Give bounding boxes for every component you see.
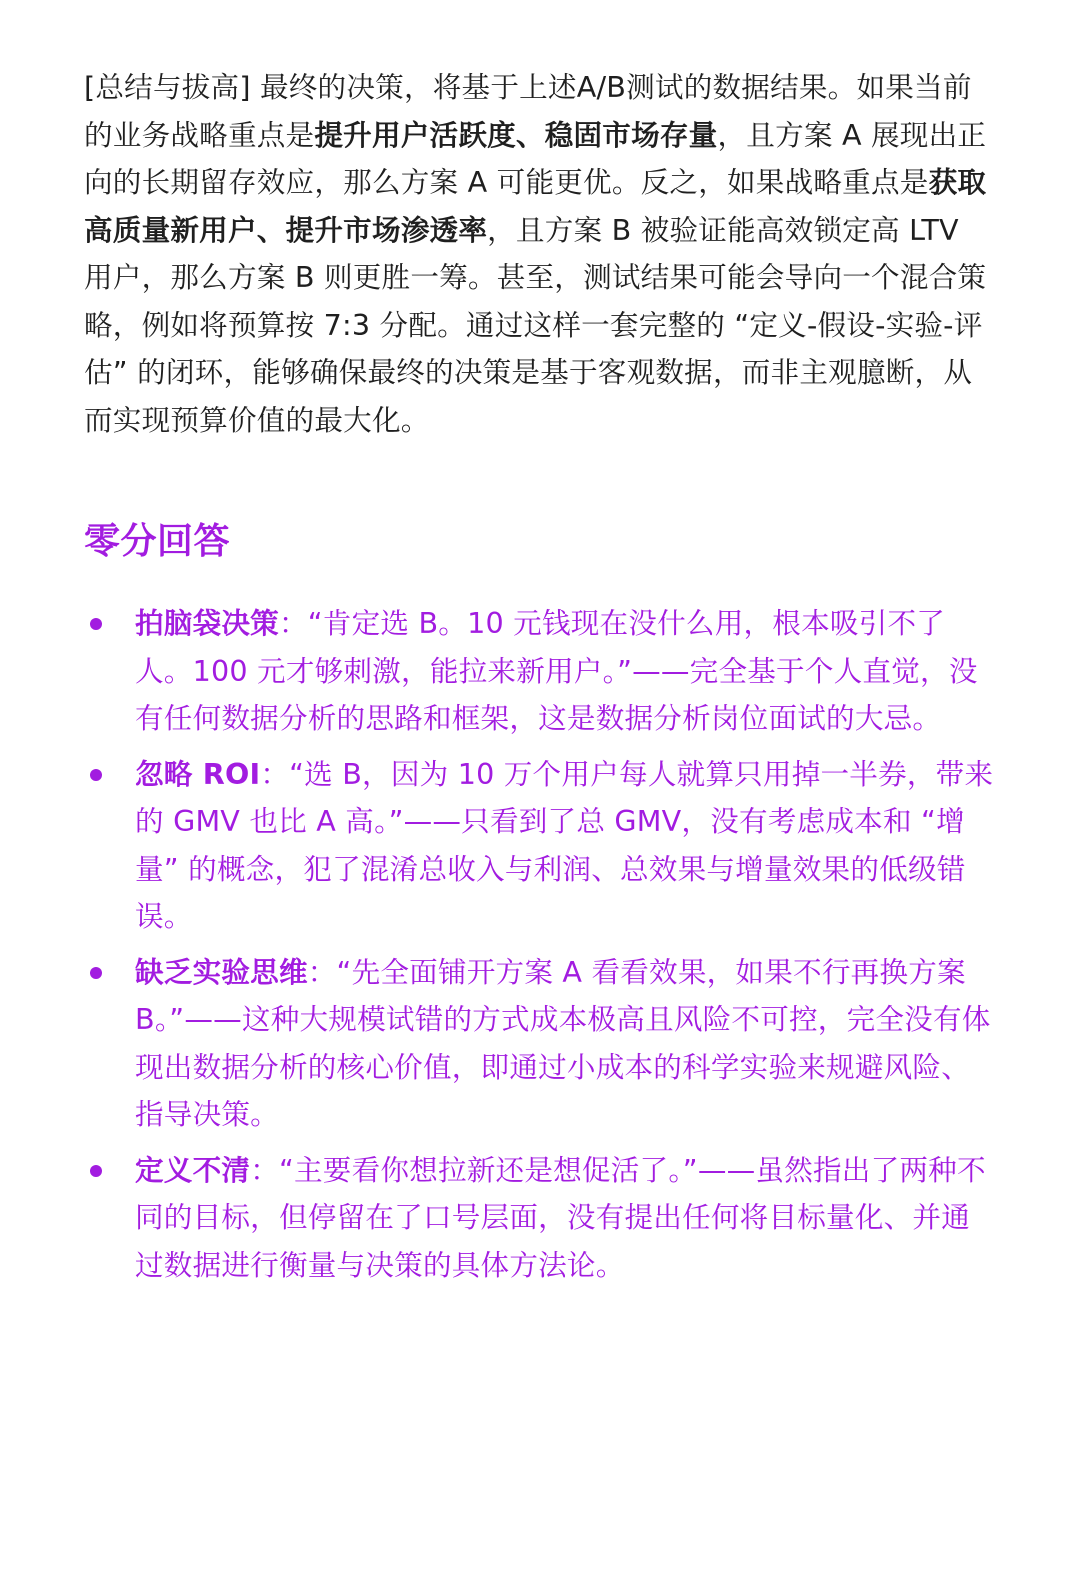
list-item-gut-decision <box>84 600 994 743</box>
list-item-ignore-roi <box>84 751 994 941</box>
bullet-dot-icon <box>90 967 102 979</box>
summary-emphasis-retention: 提升用户活跃度、稳固市场存量 <box>314 117 718 152</box>
summary-text-part-1: [总结与拔高] 最终的决策，将基于上述A/B测试的数据结果。如果当前的业务战略重点是 <box>84 70 972 152</box>
list-item-text: ：“选 B，因为 10 万个用户每人就算只用掉一半券，带来的 GMV 也比 A 高。”——只看到了总 GMV，没有考虑成本和 “增量” 的概念，犯了混淆总收入与利润、总效果与增量效果的低级错误。 <box>135 756 994 933</box>
bullet-dot-icon <box>90 618 102 630</box>
list-item-text: ：“主要看你想拉新还是想促活了。”——虽然指出了两种不同的目标，但停留在了口号层面，没有提出任何将目标量化、并通过数据进行衡量与决策的具体方法论。 <box>135 1152 986 1282</box>
list-item-no-experiment <box>84 949 994 1139</box>
list-item-unclear-definition <box>84 1147 994 1290</box>
list-item-text: ：“先全面铺开方案 A 看看效果，如果不行再换方案 B。”——这种大规模试错的方式成本极高且风险不可控，完全没有体现出数据分析的核心价值，即通过小成本的科学实验来规避风险、指导决策。 <box>135 954 991 1131</box>
summary-text-part-3: ，且方案 B 被验证能高效锁定高 LTV 用户，那么方案 B 则更胜一筹。甚至，测试结果可能会导向一个混合策略，例如将预算按 7:3 分配。通过这样一套完整的 “定义-假设-实验-评估” 的闭环，能够确保最终的决策是基于客观数据，而非主观臆断，从而实现预算价值的最大化。 <box>84 212 987 437</box>
list-item-label: 缺乏实验思维 <box>135 954 308 989</box>
summary-emphasis-acquisition: 获取高质量新用户、提升市场渗透率 <box>84 165 987 247</box>
section-title-zero-score: 零分回答 <box>84 521 231 562</box>
list-item-label: 定义不清 <box>135 1152 251 1187</box>
zero-score-list <box>84 600 994 1289</box>
bullet-dot-icon <box>90 1165 102 1177</box>
list-item-text: ：“肯定选 B。10 元钱现在没什么用，根本吸引不了人。100 元才够刺激，能拉来新用户。”——完全基于个人直觉，没有任何数据分析的思路和框架，这是数据分析岗位面试的大忌。 <box>135 606 978 735</box>
list-item-label: 忽略 ROI <box>135 756 261 791</box>
list-item-label: 拍脑袋决策 <box>135 606 279 640</box>
bullet-dot-icon <box>90 769 102 781</box>
summary-paragraph <box>84 64 994 444</box>
summary-text-part-2: ，且方案 A 展现出正向的长期留存效应，那么方案 A 可能更优。反之，如果战略重点是 <box>84 117 987 199</box>
